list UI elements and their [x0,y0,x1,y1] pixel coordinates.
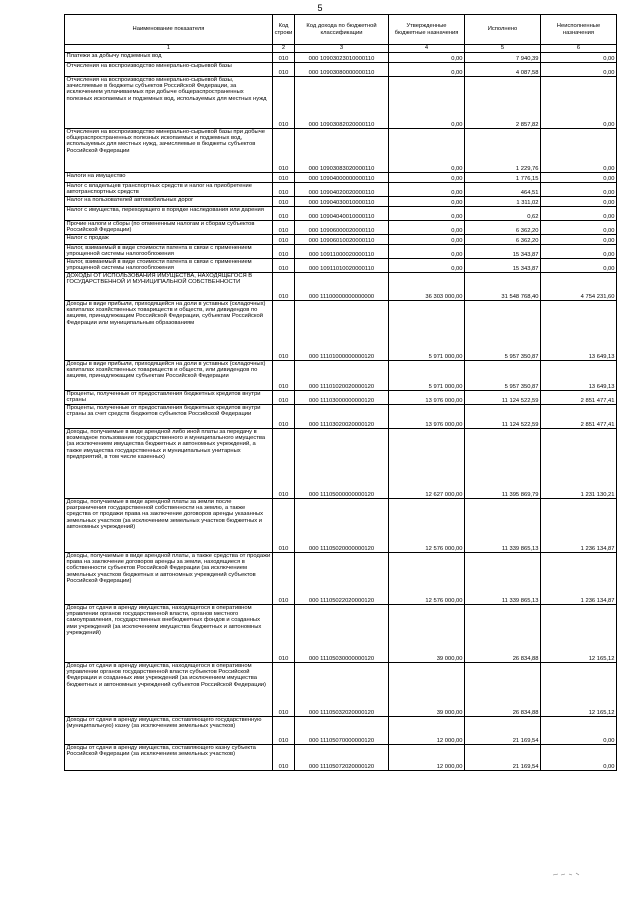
row-executed: 21 169,54 [465,745,541,771]
row-code: 010 [273,605,295,663]
row-name: Налог, взимаемый в виде стоимости патента в связи с применением упрощенной системы налогообложения [65,259,273,273]
row-unexecuted: 4 754 231,60 [541,273,617,301]
row-executed: 6 362,20 [465,235,541,245]
row-code: 010 [273,717,295,745]
row-unexecuted: 0,00 [541,63,617,77]
row-executed: 2 857,82 [465,77,541,129]
table-row [65,235,617,245]
row-unexecuted: 0,00 [541,129,617,173]
table-row [65,53,617,63]
row-code: 010 [273,77,295,129]
row-kbk-code: 000 11101020020000120 [295,361,389,391]
budget-execution-table [64,14,617,771]
row-executed: 11 124 522,59 [465,405,541,429]
row-code: 010 [273,405,295,429]
row-code: 010 [273,429,295,499]
row-name: Налог с владельцев транспортных средств и налог на приобретение автотранспортных средств [65,183,273,197]
row-approved: 12 576 000,00 [389,499,465,553]
row-code: 010 [273,53,295,63]
row-name: Доходы от сдачи в аренду имущества, составляющего казну субъекта Российской Федерации (за исключением земельных участков) [65,745,273,771]
row-executed: 15 343,87 [465,259,541,273]
row-approved: 12 000,00 [389,717,465,745]
table-body [65,53,617,771]
header-code-row: Код строки [273,15,295,45]
row-approved: 0,00 [389,235,465,245]
row-unexecuted: 12 165,12 [541,663,617,717]
row-approved: 0,00 [389,207,465,221]
row-kbk-code: 000 11100000000000000 [295,273,389,301]
row-approved: 39 000,00 [389,663,465,717]
table-row [65,663,617,717]
row-approved: 5 971 000,00 [389,301,465,361]
row-approved: 13 976 000,00 [389,405,465,429]
row-executed: 15 343,87 [465,245,541,259]
row-kbk-code: 000 10906000020000110 [295,221,389,235]
row-code: 010 [273,273,295,301]
row-kbk-code: 000 10904030010000110 [295,197,389,207]
row-executed: 1 776,15 [465,173,541,183]
row-approved: 13 976 000,00 [389,391,465,405]
row-code: 010 [273,235,295,245]
row-approved: 0,00 [389,245,465,259]
row-unexecuted: 0,00 [541,235,617,245]
table-row [65,605,617,663]
row-name: Прочие налоги и сборы (по отмененным налогам и сборам субъектов Российской Федерации) [65,221,273,235]
row-unexecuted: 12 165,12 [541,605,617,663]
row-name: Доходы от сдачи в аренду имущества, составляющего государственную (муниципальную) казну (за исключением земельных участков) [65,717,273,745]
row-approved: 12 576 000,00 [389,553,465,605]
row-kbk-code: 000 10911010020000110 [295,259,389,273]
row-unexecuted: 1 236 134,87 [541,553,617,605]
row-name: Отчисления на воспроизводство минерально-сырьевой базы, зачисляемые в бюджеты субъектов Российской Федерации, за исключением уплачиваемых при добыче общераспространенных полезных ископаемых и подземных вод, используемых для местных нужд [65,77,273,129]
row-unexecuted: 1 231 130,21 [541,429,617,499]
row-approved: 0,00 [389,221,465,235]
row-code: 010 [273,221,295,235]
row-approved: 0,00 [389,63,465,77]
row-name: Доходы в виде прибыли, приходящейся на доли в уставных (складочных) капиталах хозяйственных товариществ и обществ, или дивидендов по акциям, принадлежащим Российской Федерации, субъектам Российской Федерации или муниципальным образованиям [65,301,273,361]
row-name: Платежи за добычу подземных вод [65,53,273,63]
row-approved: 0,00 [389,173,465,183]
row-executed: 26 834,88 [465,663,541,717]
row-kbk-code: 000 11105032020000120 [295,663,389,717]
row-unexecuted: 0,00 [541,53,617,63]
row-kbk-code: 000 10904020020000110 [295,183,389,197]
table-row [65,361,617,391]
row-kbk-code: 000 10903083020000110 [295,129,389,173]
row-executed: 11 124 522,59 [465,391,541,405]
row-unexecuted: 13 649,13 [541,361,617,391]
row-unexecuted: 0,00 [541,259,617,273]
row-executed: 21 169,54 [465,717,541,745]
row-unexecuted: 0,00 [541,77,617,129]
table-row [65,245,617,259]
row-code: 010 [273,207,295,221]
row-executed: 26 834,88 [465,605,541,663]
row-kbk-code: 000 10903082020000110 [295,77,389,129]
row-approved: 0,00 [389,53,465,63]
col-number: 2 [273,45,295,53]
row-code: 010 [273,553,295,605]
row-approved: 12 627 000,00 [389,429,465,499]
row-approved: 0,00 [389,183,465,197]
row-kbk-code: 000 10906010020000110 [295,235,389,245]
table-row [65,301,617,361]
row-kbk-code: 000 11105000000000120 [295,429,389,499]
row-name: Проценты, полученные от предоставления бюджетных кредитов внутри страны [65,391,273,405]
row-code: 010 [273,745,295,771]
row-executed: 31 548 768,40 [465,273,541,301]
row-name: Налог с продаж [65,235,273,245]
row-code: 010 [273,301,295,361]
row-executed: 11 339 865,13 [465,499,541,553]
header-code-income: Код дохода по бюджетной классификации [295,15,389,45]
header-name: Наименование показателя [65,15,273,45]
row-kbk-code: 000 11101000000000120 [295,301,389,361]
row-name: Налоги на имущество [65,173,273,183]
row-kbk-code: 000 10903080000000110 [295,63,389,77]
table-row [65,183,617,197]
row-unexecuted: 0,00 [541,197,617,207]
row-executed: 7 940,39 [465,53,541,63]
header-unexecuted: Неисполненные назначения [541,15,617,45]
row-code: 010 [273,63,295,77]
row-approved: 0,00 [389,77,465,129]
row-code: 010 [273,197,295,207]
row-approved: 39 000,00 [389,605,465,663]
row-unexecuted: 0,00 [541,245,617,259]
row-executed: 5 957 350,87 [465,301,541,361]
row-name: Доходы от сдачи в аренду имущества, находящегося в оперативном управлении органов государственной власти, органов местного самоуправления, государственных внебюджетных фондов и созданных ими учреждений (за исключением имущества бюджетных и автономных учреждений) [65,605,273,663]
table-row [65,197,617,207]
row-unexecuted: 0,00 [541,207,617,221]
table-row [65,405,617,429]
table-row [65,273,617,301]
table-row [65,129,617,173]
row-unexecuted: 13 649,13 [541,301,617,361]
page-number: 5 [317,3,323,13]
row-unexecuted: 1 236 134,87 [541,499,617,553]
row-unexecuted: 0,00 [541,221,617,235]
row-code: 010 [273,245,295,259]
col-number: 5 [465,45,541,53]
row-code: 010 [273,499,295,553]
table-row [65,745,617,771]
row-approved: 5 971 000,00 [389,361,465,391]
row-unexecuted: 0,00 [541,745,617,771]
row-executed: 6 362,20 [465,221,541,235]
row-approved: 0,00 [389,197,465,207]
row-kbk-code: 000 10903023010000110 [295,53,389,63]
row-name: Отчисления на воспроизводство минерально-сырьевой базы при добыче общераспространенных полезных ископаемых и подземных вод, используемых для местных нужд, зачисляемые в бюджеты субъектов Российской Федерации [65,129,273,173]
row-approved: 0,00 [389,259,465,273]
row-kbk-code: 000 11103020020000120 [295,405,389,429]
row-executed: 11 339 865,13 [465,553,541,605]
row-name: Отчисления на воспроизводство минерально-сырьевой базы [65,63,273,77]
col-number: 6 [541,45,617,53]
table-row [65,173,617,183]
row-kbk-code: 000 10904000000000110 [295,173,389,183]
row-unexecuted: 2 851 477,41 [541,391,617,405]
table-row [65,259,617,273]
row-approved: 36 303 000,00 [389,273,465,301]
row-code: 010 [273,361,295,391]
row-name: Проценты, полученные от предоставления бюджетных кредитов внутри страны за счет средств бюджетов субъектов Российской Федерации [65,405,273,429]
table-row [65,499,617,553]
row-executed: 0,62 [465,207,541,221]
col-number: 3 [295,45,389,53]
row-kbk-code: 000 11105020000000120 [295,499,389,553]
row-unexecuted: 0,00 [541,173,617,183]
row-name: Налог с имущества, переходящего в порядке наследования или дарения [65,207,273,221]
row-name: Доходы, получаемые в виде арендной платы за земли после разграничения государственной собственности на землю, а также средства от продажи права на заключение договоров аренды указанных земельных участков (за исключением земельных участков бюджетных и автономных учреждений) [65,499,273,553]
row-name: Доходы, получаемые в виде арендной либо иной платы за передачу в возмездное пользование государственного и муниципального имущества (за исключением имущества бюджетных и автономных учреждений, а также имущества государственных и муниципальных унитарных предприятий, в том числе казенных) [65,429,273,499]
row-code: 010 [273,183,295,197]
header-approved: Утвержденные бюджетные назначения [389,15,465,45]
col-number: 4 [389,45,465,53]
row-executed: 1 229,76 [465,129,541,173]
row-executed: 1 311,02 [465,197,541,207]
row-approved: 0,00 [389,129,465,173]
row-kbk-code: 000 10904040010000110 [295,207,389,221]
row-executed: 4 087,58 [465,63,541,77]
row-code: 010 [273,129,295,173]
row-name: Доходы в виде прибыли, приходящейся на доли в уставных (складочных) капиталах хозяйственных товариществ и обществ, или дивидендов по акциям, принадлежащим субъектам Российской Федерации [65,361,273,391]
row-unexecuted: 0,00 [541,183,617,197]
table-row [65,207,617,221]
row-executed: 5 957 350,87 [465,361,541,391]
row-kbk-code: 000 10911000020000110 [295,245,389,259]
row-code: 010 [273,663,295,717]
table-row [65,553,617,605]
row-name: Налог на пользователей автомобильных дорог [65,197,273,207]
row-unexecuted: 2 851 477,41 [541,405,617,429]
row-approved: 12 000,00 [389,745,465,771]
row-executed: 11 395 869,79 [465,429,541,499]
table-row [65,77,617,129]
table-row [65,717,617,745]
row-kbk-code: 000 11105072020000120 [295,745,389,771]
row-name: ДОХОДЫ ОТ ИСПОЛЬЗОВАНИЯ ИМУЩЕСТВА, НАХОДЯЩЕГОСЯ В ГОСУДАРСТВЕННОЙ И МУНИЦИПАЛЬНОЙ СОБСТВЕННОСТИ [65,273,273,301]
row-name: Доходы, получаемые в виде арендной платы, а также средства от продажи права на заключение договоров аренды за земли, находящиеся в собственности субъектов Российской Федерации (за исключением земельных участков бюджетных и автономных учреждений субъектов Российской Федерации) [65,553,273,605]
row-code: 010 [273,259,295,273]
row-kbk-code: 000 11105022020000120 [295,553,389,605]
table-row [65,221,617,235]
row-kbk-code: 000 11103000000000120 [295,391,389,405]
row-kbk-code: 000 11105070000000120 [295,717,389,745]
table-row [65,429,617,499]
header-executed: Исполнено [465,15,541,45]
table-row [65,63,617,77]
row-unexecuted: 0,00 [541,717,617,745]
scan-artifact-icon [552,872,582,877]
row-kbk-code: 000 11105030000000120 [295,605,389,663]
table-row [65,391,617,405]
row-name: Доходы от сдачи в аренду имущества, находящегося в оперативном управлении органов государственной власти субъектов Российской Федерации и созданных ими учреждений (за исключением имущества бюджетных и автономных учреждений субъектов Российской Федерации) [65,663,273,717]
table-header [65,15,617,53]
row-code: 010 [273,173,295,183]
row-executed: 464,51 [465,183,541,197]
row-name: Налог, взимаемый в виде стоимости патента в связи с применением упрощенной системы налогообложения [65,245,273,259]
col-number: 1 [65,45,273,53]
row-code: 010 [273,391,295,405]
